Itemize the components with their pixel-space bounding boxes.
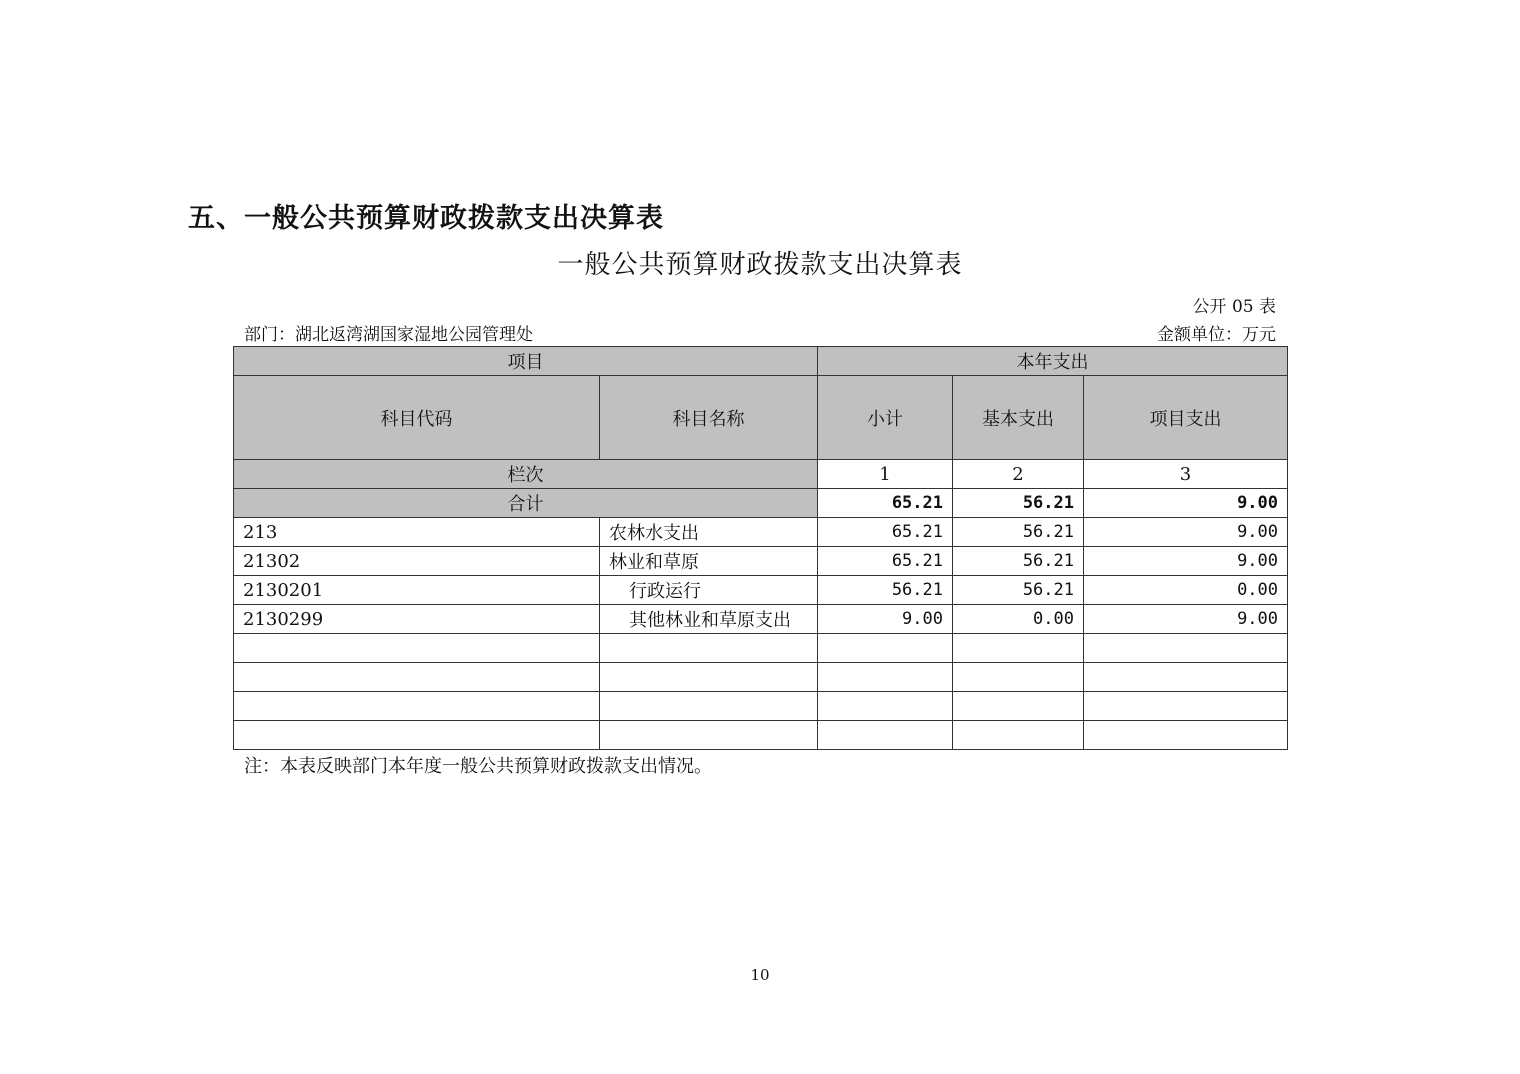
total-subtotal: 65.21 xyxy=(818,489,953,518)
empty-row xyxy=(234,721,1288,750)
total-row xyxy=(234,489,1288,518)
expense-table xyxy=(233,346,1288,750)
empty-row xyxy=(234,663,1288,692)
empty-row xyxy=(234,692,1288,721)
row-basic: 0.00 xyxy=(953,605,1084,634)
header-row-2 xyxy=(234,376,1288,460)
index-row xyxy=(234,460,1288,489)
row-project: 9.00 xyxy=(1084,518,1288,547)
row-subtotal: 56.21 xyxy=(818,576,953,605)
header-basic: 基本支出 xyxy=(953,376,1084,460)
header-year-expense: 本年支出 xyxy=(818,347,1288,376)
index-3: 3 xyxy=(1084,460,1288,489)
row-subtotal: 65.21 xyxy=(818,547,953,576)
total-project: 9.00 xyxy=(1084,489,1288,518)
total-label: 合计 xyxy=(234,489,818,518)
total-basic: 56.21 xyxy=(953,489,1084,518)
header-row-1 xyxy=(234,347,1288,376)
index-1: 1 xyxy=(818,460,953,489)
row-code: 2130201 xyxy=(234,576,600,605)
department-label: 部门：湖北返湾湖国家湿地公园管理处 xyxy=(244,325,533,345)
row-code: 21302 xyxy=(234,547,600,576)
row-name: 农林水支出 xyxy=(600,518,818,547)
header-subtotal: 小计 xyxy=(818,376,953,460)
row-code: 213 xyxy=(234,518,600,547)
form-number: 公开 05 表 xyxy=(1192,297,1276,317)
row-subtotal: 65.21 xyxy=(818,518,953,547)
index-label: 栏次 xyxy=(234,460,818,489)
row-code: 2130299 xyxy=(234,605,600,634)
header-code: 科目代码 xyxy=(234,376,600,460)
row-name: 林业和草原 xyxy=(600,547,818,576)
index-2: 2 xyxy=(953,460,1084,489)
section-title: 五、一般公共预算财政拨款支出决算表 xyxy=(188,203,664,234)
row-basic: 56.21 xyxy=(953,547,1084,576)
row-basic: 56.21 xyxy=(953,518,1084,547)
document-title: 一般公共预算财政拨款支出决算表 xyxy=(557,250,963,280)
row-name: 行政运行 xyxy=(600,576,818,605)
row-project: 9.00 xyxy=(1084,547,1288,576)
row-subtotal: 9.00 xyxy=(818,605,953,634)
header-project-expense: 项目支出 xyxy=(1084,376,1288,460)
row-project: 9.00 xyxy=(1084,605,1288,634)
table-row xyxy=(234,518,1288,547)
header-project: 项目 xyxy=(234,347,818,376)
amount-unit-label: 金额单位：万元 xyxy=(1157,325,1276,345)
header-name: 科目名称 xyxy=(600,376,818,460)
table-row xyxy=(234,547,1288,576)
table-row xyxy=(234,576,1288,605)
row-basic: 56.21 xyxy=(953,576,1084,605)
row-project: 0.00 xyxy=(1084,576,1288,605)
empty-row xyxy=(234,634,1288,663)
row-name: 其他林业和草原支出 xyxy=(600,605,818,634)
page-number: 10 xyxy=(750,966,770,984)
table-note: 注：本表反映部门本年度一般公共预算财政拨款支出情况。 xyxy=(244,756,712,777)
table-row xyxy=(234,605,1288,634)
